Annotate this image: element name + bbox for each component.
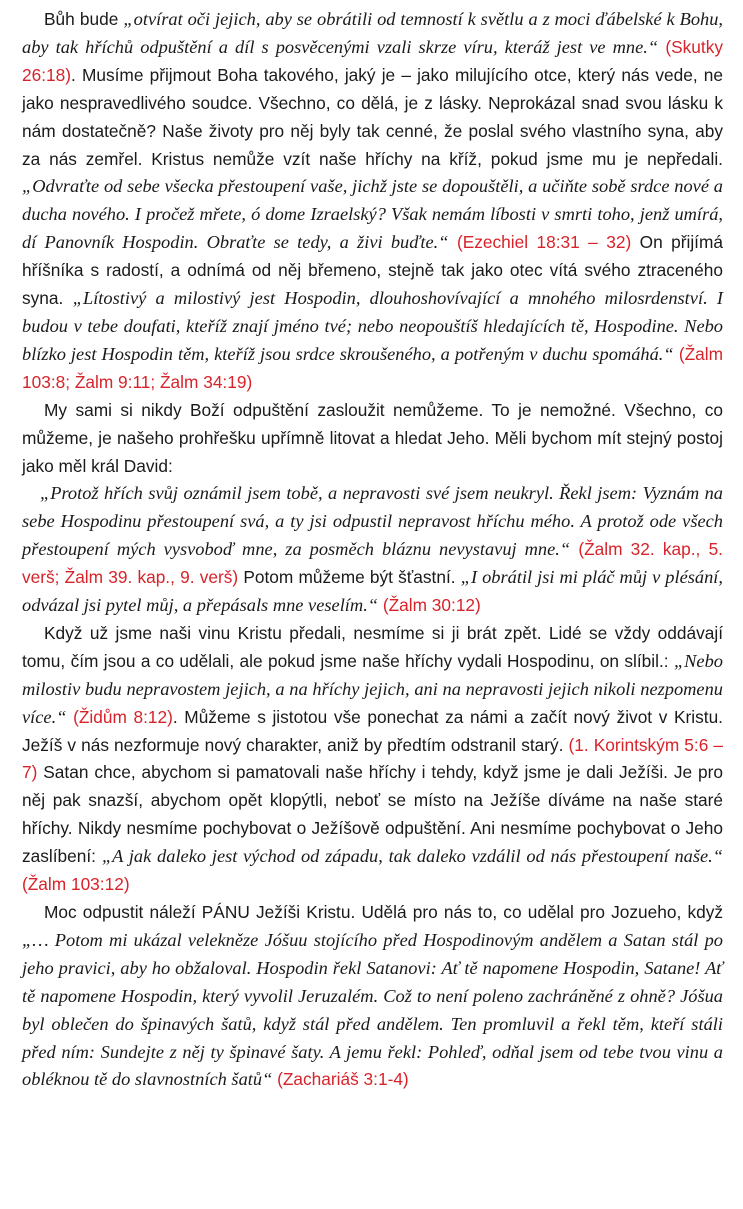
- body-text: Potom můžeme být šťastní.: [238, 567, 461, 588]
- body-text: Když už jsme naši vinu Kristu předali, nesmíme si ji brát zpět. Lidé se vždy oddávají tomu, čím jsou a co udělali, ale pokud jsme naše hříchy vydali Hospodinu, on slíbil.:: [22, 622, 723, 671]
- bible-reference: (Ezechiel 18:31 – 32): [456, 232, 632, 253]
- bible-reference: (1. Korintským 5:6 – 7): [22, 734, 723, 783]
- paragraph-3: [22, 480, 723, 620]
- scripture-quote: „otvírat oči jejich, aby se obrátili od temností k světlu a z moci ďábelské k Bohu, aby tak hříchů odpuštění a díl s posvěcenými vzali skrze víru, kteráž jest ve mne.“: [22, 9, 724, 57]
- bible-reference: (Žalm 30:12): [382, 595, 481, 616]
- body-text: My sami si nikdy Boží odpuštění zasloužit nemůžeme. To je nemožné. Všechno, co můžeme, je našeho prohřešku upřímně litovat a hledat Jeho. Měli bychom mít stejný postoj jako měl král David:: [22, 399, 723, 476]
- bible-reference: (Zachariáš 3:1-4): [277, 1069, 409, 1090]
- bible-reference: (Žalm 103:8; Žalm 9:11; Žalm 34:19): [22, 343, 723, 392]
- body-text: On přijímá hříšníka s radostí, a odnímá od něj břemeno, stejně tak jako otec vítá svého ztraceného syna.: [22, 232, 723, 309]
- scripture-quote: „Lítostivý a milostivý jest Hospodin, dlouhoshovívající a mnohého milosrdenství. I budou v tebe doufati, kteříž znají jméno tvé; nebo neopouštíš hledajících tě, Hospodine. Nebo blízko jest Hospodin těm, kteříž jsou srdce skroušeného, a potřeným v duchu spomáhá.“: [22, 288, 724, 364]
- bible-reference: (Žalm 32. kap., 5. verš; Žalm 39. kap., 9. verš): [22, 539, 723, 588]
- bible-reference: (Skutky 26:18): [22, 36, 723, 85]
- bible-reference: (Žalm 103:12): [22, 874, 130, 895]
- body-text: Moc odpustit náleží PÁNU Ježíši Kristu. Udělá pro nás to, co udělal pro Jozueho, když: [44, 902, 723, 922]
- body-text: . Můžeme s jistotou vše ponechat za námi a začít nový život v Kristu. Ježíš v nás nezformuje nový charakter, aniž by předtím odstranil starý.: [22, 706, 723, 755]
- bible-reference: (Židům 8:12): [73, 706, 173, 727]
- scripture-quote: „I obrátil jsi mi pláč můj v plésání, odvázal jsi pytel můj, a přepásals mne veselím.“: [22, 567, 723, 616]
- scripture-quote: „… Potom mi ukázal velekněze Jóšuu stojícího před Hospodinovým andělem a Satan stál po jeho pravici, aby ho obžaloval. Hospodin řekl Satanovi: Ať tě napomene Hospodin, Satane! Ať tě napomene Hospodin, který vyvolil Jeruzalém. Což to není poleno zachráněné z ohně? Jóšua byl oblečen do špinavých šatů, když stál před andělem. Ten promluvil a řekl těm, kteří stáli před ním: Sundejte z něj ty špinavé šaty. A jemu řekl: Pohleď, odňal jsem od tebe tvou vinu a obléknou tě do slavnostních šatů“: [22, 929, 723, 1090]
- scripture-quote: „Protož hřích svůj oznámil jsem tobě, a nepravosti své jsem neukryl. Řekl jsem: Vyznám na sebe Hospodinu přestoupení svá, a ty jsi odpustil nepravost hříchu mého. A protož ode všech přestoupení mých vysvoboď mne, za posměch bláznu nevystavuj mne.“: [22, 483, 723, 560]
- scripture-quote: „Odvraťte od sebe všecka přestoupení vaše, jichž jste se dopouštěli, a učiňte sobě srdce nové a ducha nového. I pročež mřete, ó dome Izraelský? Však nemám líbosti v smrti toho, jenž umírá, dí Panovník Hospodin. Obraťte se tedy, a živi buďte.“: [22, 176, 723, 253]
- body-text: Satan chce, abychom si pamatovali naše hříchy i tehdy, když jsme je dali Ježíši. Je pro něj pak snazší, abychom opět klopýtli, neboť se místo na Ježíše díváme na naše staré hříchy. Nikdy nesmíme pochybovat o Ježíšově odpuštění. Ani nesmíme pochybovat o Jeho zaslíbení:: [22, 762, 723, 867]
- body-text: Bůh bude: [44, 9, 124, 29]
- paragraph-4: [22, 620, 723, 899]
- body-text: [449, 232, 457, 252]
- paragraph-2: [22, 397, 723, 481]
- body-text: . Musíme přijmout Boha takového, jaký je – jako milujícího otce, který nás vede, ne jako nespravedlivého soudce. Všechno, co dělá, je z lásky. Neprokázal snad svou lásku k nám dostatečně? Naše životy pro něj byly tak cenné, že poslal svého vlastního syna, aby za nás zemřel. Kristus nemůže vzít naše hříchy na kříž, pokud jsme mu je nepředali.: [22, 64, 723, 169]
- paragraph-5: [22, 899, 723, 1094]
- scripture-quote: „A jak daleko jest východ od západu, tak daleko vzdálil od nás přestoupení naše.“: [101, 846, 723, 867]
- scripture-quote: „Nebo milostiv budu nepravostem jejich, a na hříchy jejich, ani na nepravosti jejich nikoli nezpomenu více.“: [22, 650, 723, 727]
- paragraph-1: [22, 6, 723, 397]
